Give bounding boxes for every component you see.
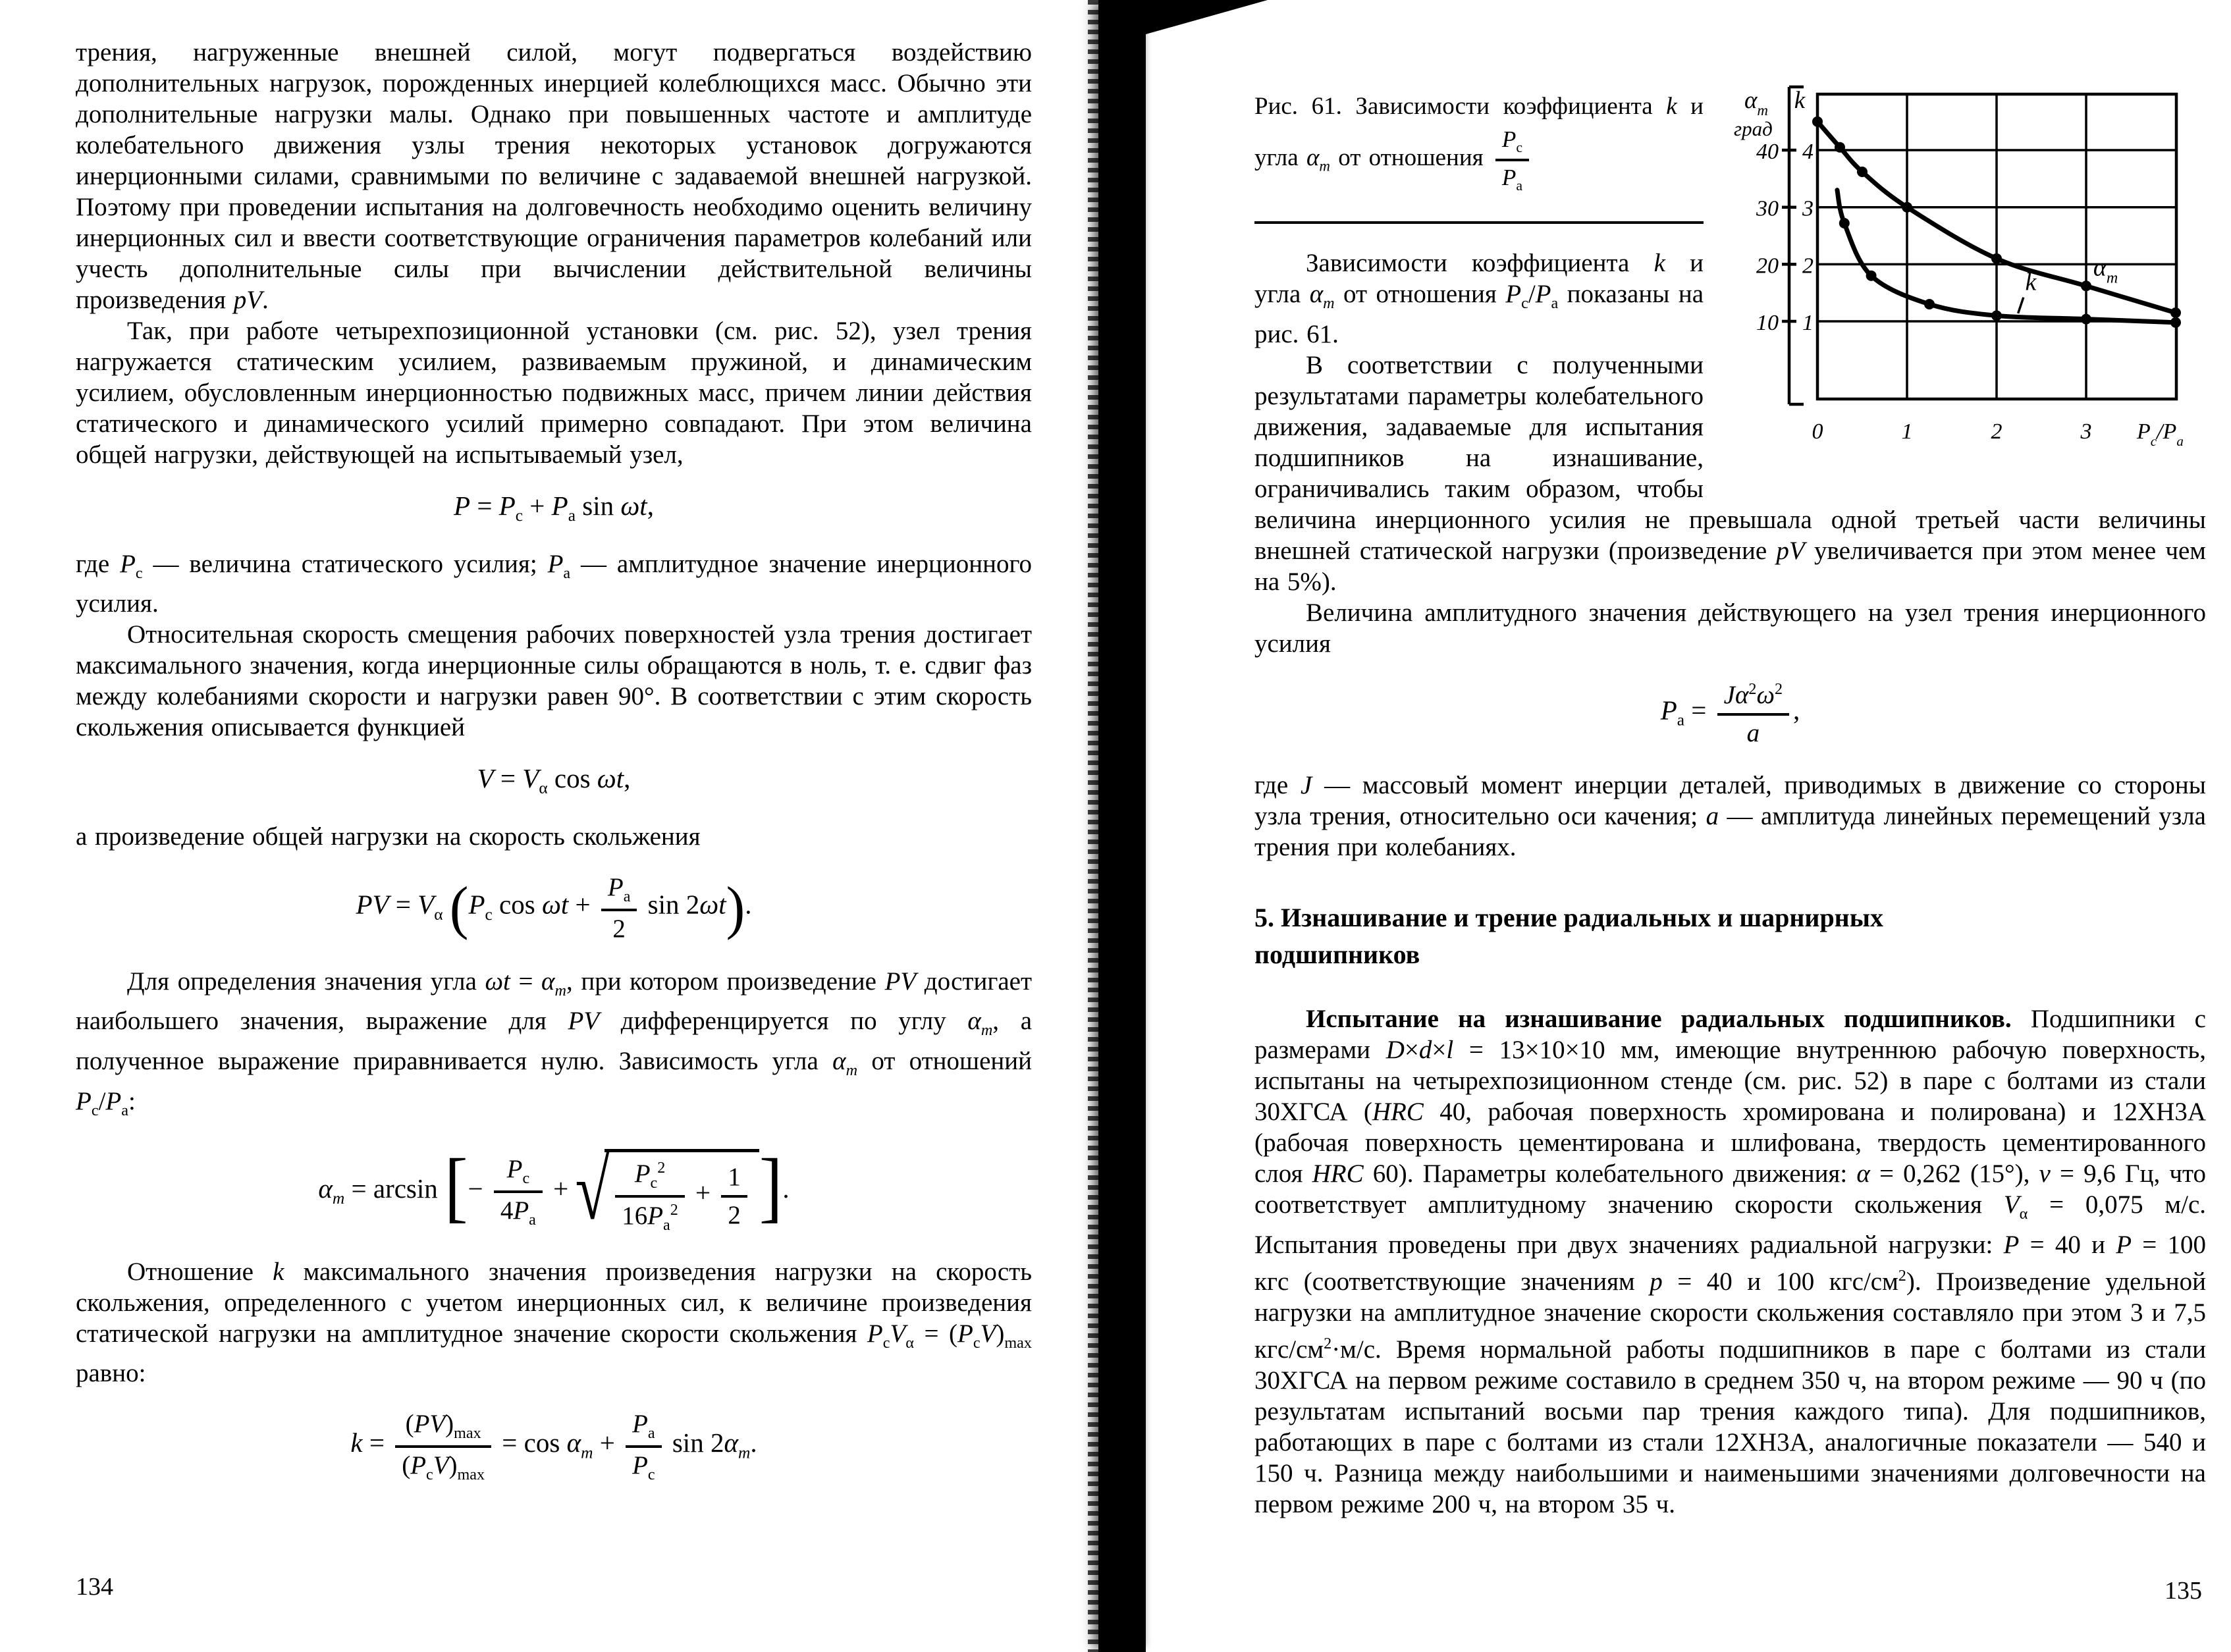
paragraph-amplitude-value: Величина амплитудного значения действующего на узел трения инерционного усилия [1254,599,2206,658]
paragraph-relative-velocity: Относительная скорость смещения рабочих поверхностей узла трения достигает максимального значения, когда инерционные силы обращаются в ноль, т. е. сдвиг фаз между колебаниями скорости и нагрузки равен 90°. В соответствии с этим скорость скольжения описывается функцией [76,620,1032,742]
paragraph-radial-bearing-test: Испытание на изнашивание радиальных подшипников. Подшипники с размерами D×d×l = 13×10×10 мм, имеющие внутреннюю рабочую поверхность, испытаны на четырехпозиционном стенде (см. рис. 52) в паре с болтами из стали 30ХГСА (HRC 40, рабочая поверхность хромирована и полирована) и 12ХН3А (рабочая поверхность цементирована и шлифована, твердость цементированного слоя HRC 60). Параметры колебательного движения: α = 0,262 (15°), ν = 9,6 Гц, что соответствует амплитудному значению скорости скольжения $V_\alpha = 0,075$ м/с. Испытания проведены при двух значениях радиальной нагрузки: P = 40 и P = 100 кгс (соответствующие значениям p = 40 и 100 кгс/$см^2$). Произведение удельной нагрузки на амплитудное значение скорости скольжения составляло при этом 3 и 7,5 кгс/$см^2\cdot м/с$. Время нормальной работы подшипников в паре с болтами из стали 30ХГСА на первом режиме составило в среднем 350 ч, на втором режиме — 90 ч (по результатам испытаний восьми пар трения каждого типа). Для подшипников, работающих в паре с болтами из стали 12ХН3А, аналогичные показатели — 540 и 150 ч. Разница между наибольшими и наименьшими значениями долговечности на первом режиме 200 ч, на втором 35 ч. [1254,1005,2207,1519]
data-point-alpha_m [1857,167,1868,177]
paragraph-angle-determination: Для определения значения угла $\omega t = \alpha_m$, при котором произведение PV достигает наибольшего значения, выражение для PV дифференцируется по углу $\alpha_m$, а полученное выражение приравнивается нулю. Зависимость угла $\alpha_m$ от отношений $P_c/P_a$: [76,967,1033,1119]
data-point-k [1924,299,1935,309]
figure-61-caption: Рис. 61. Зависимости коэффициента k и угла $\alpha_m$ от отношения $\frac{P_c}{P_a}$ [1254,93,1704,194]
paragraph-where-pc-pa: где $P_c$ — величина статического усилия; $P_a$ — амплитудное значение инерционного усилия. [76,549,1032,618]
x-axis-tick: 1 [1901,419,1913,444]
data-point-k [2081,314,2091,325]
k-axis-tick: 1 [1802,311,1814,336]
formula-sliding-velocity: $V = V_\alpha$ cos ωt, [477,763,631,798]
data-point-k [1991,310,2002,321]
formula-total-load: $P = P_c + P_a$ sin ωt, [454,491,654,525]
page-number-right: 135 [2164,1577,2202,1605]
data-point-alpha_m [1835,142,1845,153]
data-point-k [2170,317,2181,328]
data-point-k [1839,218,1850,228]
alpha-axis-tick: 20 [1756,253,1779,279]
fig61-svg [1715,71,2206,498]
x-axis-tick: 2 [1991,419,2003,444]
paragraph-product-intro: а произведение общей нагрузки на скорость скольжения [76,822,701,851]
k-axis-tick: 4 [1802,140,1814,165]
alpha-axis-tick: 10 [1756,311,1779,336]
x-axis-tick: 0 [1812,419,1823,444]
curve-label-k: k [2025,268,2037,296]
formula-alpha-m-arcsin: $\alpha_m = \arcsin$ [− $\frac{P_c}{4P_a}$ + √ $\frac{P_c^2}{16P_a^2}$ + $\frac{1}{2}$ ]. [318,1143,790,1237]
alpha-axis-tick: 30 [1756,196,1779,221]
data-point-alpha_m [1902,202,1912,213]
alpha-axis-title: $\alpha_m$ [1744,87,1769,119]
curve-k [1837,190,2176,323]
paragraph-four-position-rig: Так, при работе четырехпозиционной установки (см. рис. 52), узел трения нагружается статическим усилием, развиваемым пружиной, и динамическим усилием, обусловленным инерционностью подвижных масс, причем линии действия статического и динамического усилий примерно совпадают. При этом величина общей нагрузки, действующей на испытываемый узел, [76,317,1032,469]
formula-inertial-force: $P_a$ = $\frac{J\alpha^2\omega^2}{a}$ , [1660,680,1800,747]
formula-pv-product: PV = $V_\alpha$ ($P_c$ cos ωt + $\frac{P_a}{2}$ sin 2ωt). [356,873,752,943]
alpha-axis-units: град [1734,117,1773,140]
book-gutter-shadow-top [1146,0,1268,34]
data-point-alpha_m [1991,253,2002,264]
grid-line [2018,298,2024,313]
page-number-left: 134 [76,1573,113,1601]
paragraph-fig61-reference: Зависимости коэффициента k и угла $\alpha_m$ от отношения $P_c/P_a$ показаны на рис. 61. [1254,249,1704,349]
k-axis-tick: 2 [1802,253,1814,279]
figure-divider-rule [1254,221,1704,224]
paragraph-k-ratio: Отношение k максимального значения произведения нагрузки на скорость скольжения, определенного с учетом инерционных сил, к величине произведения статической нагрузки на амплитудное значение скорости скольжения $P_cV_\alpha = (P_cV)_{max}$ равно: [76,1257,1032,1388]
x-axis-tick: 3 [2080,419,2092,444]
data-point-k [1866,271,1877,281]
x-axis-title: $P_c/P_a$ [2137,419,2184,449]
data-point-alpha_m [1812,117,1823,127]
left-page [76,37,1032,1617]
paragraph-limit-conditions: В соответствии с полученными результатами параметры колебательного движения, задаваемые для испытания подшипников на изнашивание, ограничивались таким образом, чтобы величина инерционного усилия не превышала одной третьей части величины внешней статической нагрузки (произведение pV увеличивается при этом менее чем на 5%). [1254,351,2206,597]
paragraph-inertia-intro: трения, нагруженные внешней силой, могут подвергаться воздействию дополнительных нагрузок, порожденных инерцией колеблющихся масс. Обычно эти дополнительные нагрузки малы. Однако при повышенных частоте и амплитуде колебательного движения узлы трения некоторых установок догружаются инерционными силами, сравнимыми по величине с задаваемой внешней нагрузкой. Поэтому при проведении испытания на долговечность необходимо оценить величину инерционных сил и ввести соответствующие ограничения параметров колебаний или учесть дополнительные силы при вычислении действительной величины произведения pV. [76,38,1032,314]
k-axis-title: k [1794,87,1806,114]
alpha-axis-tick: 40 [1756,140,1779,165]
right-page [1254,37,2206,1617]
formula-k-coefficient: k = $\frac{(PV)_{max}}{(P_cV)_{max}}$ = $\cos \alpha_m$ + $\frac{P_a}{P_c}$ $\sin 2\alpha_m$. [350,1410,757,1483]
k-axis-tick: 3 [1802,196,1814,221]
paragraph-where-j-a: где J — массовый момент инерции деталей, приводимых в движение со стороны узла трения, относительно оси качения; a — амплитуда линейных перемещений узла трения при колебаниях. [1254,771,2206,862]
data-point-alpha_m [2170,307,2181,318]
section-heading-5: 5. Изнашивание и трение радиальных и шарнирных подшипников [1254,903,1883,970]
figure-61-chart [1715,71,2206,498]
curve-label-alpha_m: $\alpha_m$ [2093,253,2118,287]
book-gutter-shadow [1098,0,1146,1652]
